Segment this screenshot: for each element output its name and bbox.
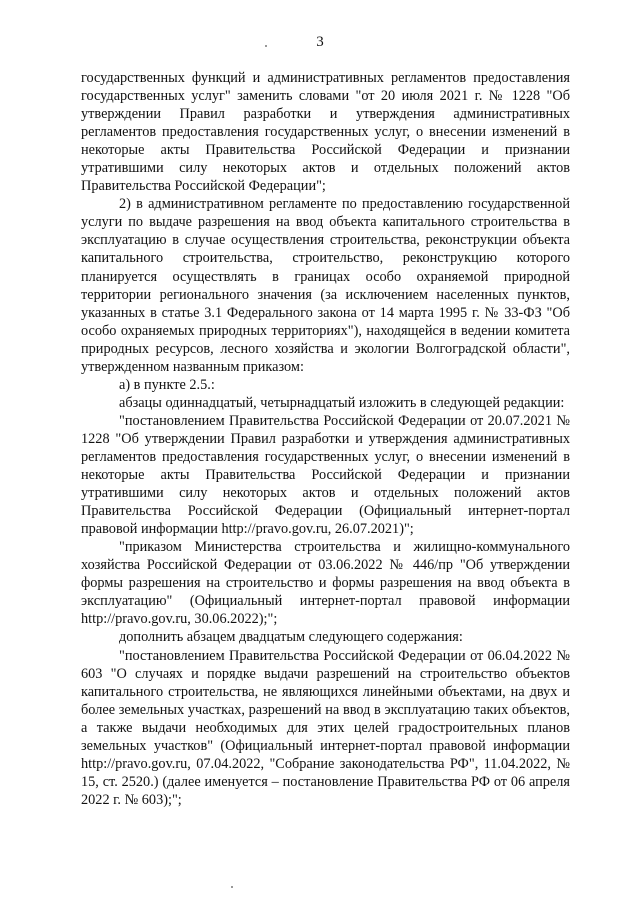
paragraph-quote-1228: "постановлением Правительства Российской Федерации от 20.07.2021 № 1228 "Об утверждении Правил разработки и утверждения административных регламентов предоставления государственных услуг, о внесении изменений в некоторые акты Правительства Российской Федерации и признании утратившими силу некоторых актов и отдельных положений актов Правительства Российской Федерации (Официальный интернет-портал правовой информации http://pravo.gov.ru, 26.07.2021)"; [81,412,570,538]
paragraph-item-2: 2) в административном регламенте по предоставлению государственной услуги по выдаче разрешения на ввод объекта капитального строительства в эксплуатацию в случае осуществления строительства, реконструкции объекта капитального строительства, строительство, реконструкцию которого планируется осуществлять в границах особо охраняемой природной территории регионального значения (за исключением населенных пунктов, указанных в статье 3.1 Федерального закона от 14 марта 1995 г. № 33-ФЗ "Об особо охраняемых природных территориях"), находящейся в ведении комитета природных ресурсов, лесного хозяйства и экологии Волгоградской области", утвержденном названным приказом: [81,196,570,375]
paragraph-subitem-a: а) в пункте 2.5.: [119,376,215,393]
scan-speck [231,886,233,888]
paragraph-quote-603: "постановлением Правительства Российской Федерации от 06.04.2022 № 603 "О случаях и порядке выдачи разрешений на строительство объектов капитального строительства, не являющихся линейными объектами, на двух и более земельных участках, разрешений на ввод в эксплуатацию таких объектов, а также выдачи необходимых для этих целей градостроительных планов земельных участков" (Официальный интернет-портал правовой информации http://pravo.gov.ru, 07.04.2022, "Собрание законодательства РФ", 11.04.2022, № 15, ст. 2520.) (далее именуется – постановление Правительства РФ от 06 апреля 2022 г. № 603);"; [81,647,570,808]
paragraph-instruction-add: дополнить абзацем двадцатым следующего содержания: [119,629,463,646]
paragraph-continuation: государственных функций и административных регламентов предоставления государственных услуг" заменить словами "от 20 июля 2021 г. № 1228 "Об утверждении Правил разработки и утверждения административных регламентов предоставления государственных услуг, о внесении изменений в некоторые акты Правительства Российской Федерации и признании утратившими силу некоторых актов и отдельных положений актов Правительства Российской Федерации"; [81,70,570,195]
document-body [81,69,570,809]
paragraph-instruction: абзацы одиннадцатый, четырнадцатый изложить в следующей редакции: [119,394,565,411]
paragraph-quote-446: "приказом Министерства строительства и жилищно-коммунального хозяйства Российской Федерации от 03.06.2022 № 446/пр "Об утверждении формы разрешения на строительство и формы разрешения на ввод объекта в эксплуатацию" (Официальный интернет-портал правовой информации http://pravo.gov.ru, 30.06.2022);"; [81,539,570,628]
page-number: 3 [316,34,324,50]
